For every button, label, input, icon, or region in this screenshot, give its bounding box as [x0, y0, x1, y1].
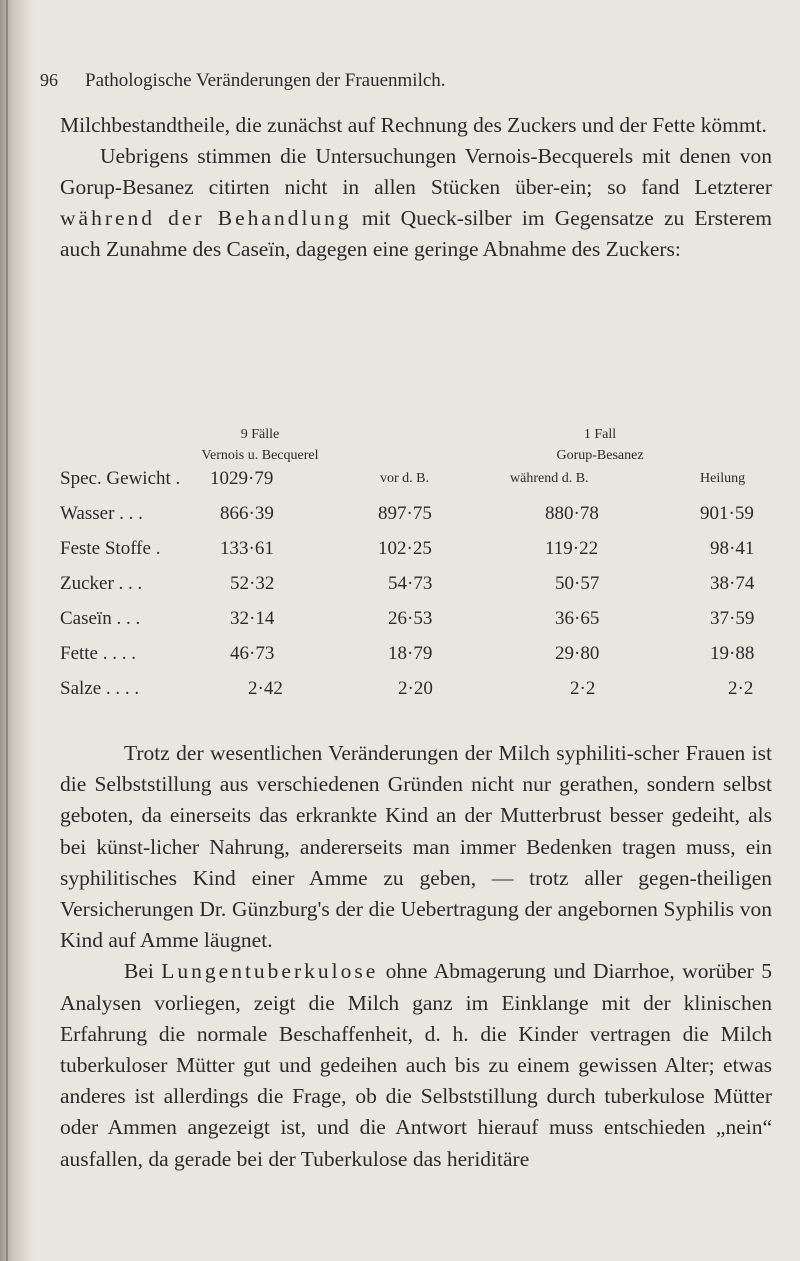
row-label: Wasser . . .: [60, 503, 143, 524]
paragraph-4-spaced: Lungentuberkulose: [161, 959, 379, 984]
group-gorup-source: Gorup-Besanez: [556, 448, 644, 463]
cell-vernois: 133·61: [220, 538, 274, 559]
running-title: Pathologische Veränderungen der Frauenmilch.: [85, 70, 446, 91]
subheader-during: während d. B.: [510, 471, 589, 486]
cell-vernois: 2·42: [248, 678, 283, 699]
paragraph-4: [60, 956, 772, 1174]
table-row: [60, 608, 772, 635]
cell-during: 119·22: [545, 538, 599, 559]
paragraph-3: Trotz der wesentlichen Veränderungen der Milch syphiliti-scher Frauen ist die Selbststillung aus verschiedenen Gründen nicht nur gerathen, sondern selbst geboten, da einerseits das erkrankte Kind an der Mutterbrust besser gedeiht, als bei künst-licher Nahrung, andererseits man immer Bedenken tragen muss, ein syphilitisches Kind einer Amme zu geben, — trotz aller gegen-theiligen Versicherungen Dr. Günzburg's der die Uebertragung der angebornen Syphilis von Kind auf Amme läugnet.: [60, 741, 772, 953]
table-row: [60, 503, 772, 530]
group-gorup-count: 1 Fall: [583, 427, 617, 442]
table-group-vernois: [160, 424, 360, 466]
paragraph-1: Milchbestandtheile, die zunächst auf Rechnung des Zuckers und der Fette kömmt.: [60, 113, 767, 137]
cell-healing: 2·2: [728, 678, 754, 699]
cell-healing: 901·59: [700, 503, 754, 524]
row-label: Fette . . . .: [60, 643, 136, 664]
cell-before: 897·75: [378, 503, 432, 524]
group-vernois-count: 9 Fälle: [240, 427, 280, 442]
paragraph-2-spaced: während der Behandlung: [60, 206, 352, 230]
paragraph-4-part1: Bei: [124, 959, 162, 984]
cell-healing: 98·41: [710, 538, 755, 559]
page-number: 96: [40, 70, 58, 90]
cell-before: 102·25: [378, 538, 432, 559]
cell-during: 880·78: [545, 503, 599, 524]
cell-healing: 37·59: [710, 608, 755, 629]
table-row: [60, 573, 772, 600]
cell-healing: 38·74: [710, 573, 755, 594]
table-row: [60, 678, 772, 705]
cell-healing: 19·88: [710, 643, 755, 664]
cell-before: 26·53: [388, 608, 433, 629]
page-header: [0, 70, 800, 100]
row-label: Spec. Gewicht .: [60, 468, 181, 489]
subheader-before: vor d. B.: [380, 471, 429, 486]
subheader-healing: Heilung: [700, 471, 746, 486]
cell-during: 29·80: [555, 643, 600, 664]
cell-vernois: 1029·79: [210, 468, 274, 489]
cell-vernois: 32·14: [230, 608, 275, 629]
cell-during: 2·2: [570, 678, 596, 699]
binding-shadow-line: [6, 0, 8, 1261]
group-vernois-source: Vernois u. Becquerel: [201, 448, 319, 463]
row-label: Salze . . . .: [60, 678, 140, 699]
row-label: Zucker . . .: [60, 573, 143, 594]
cell-during: 50·57: [555, 573, 600, 594]
table-row: [60, 468, 772, 495]
table-row: [60, 643, 772, 670]
cell-before: 2·20: [398, 678, 433, 699]
paragraph-2-part2: mit Queck-silber im Gegensatze zu Ersterem auch Zunahme des Caseïn, dagegen eine geringe Abnahme des Zuckers:: [60, 206, 772, 261]
body-text-bottom: [60, 738, 772, 1175]
body-text-top: [60, 110, 772, 265]
cell-during: 36·65: [555, 608, 600, 629]
paragraph-2-part1: Uebrigens stimmen die Untersuchungen Vernois-Becquerels mit denen von Gorup-Besanez citirten nicht in allen Stücken über-ein; so fand Letzterer: [60, 144, 772, 199]
row-label: Caseïn . . .: [60, 608, 141, 629]
table-group-gorup: [500, 424, 700, 466]
cell-before: 18·79: [388, 643, 433, 664]
cell-vernois: 52·32: [230, 573, 275, 594]
cell-before: 54·73: [388, 573, 433, 594]
composition-table: [60, 424, 772, 724]
row-label: Feste Stoffe .: [60, 538, 161, 559]
paragraph-2: [60, 141, 772, 265]
table-row: [60, 538, 772, 565]
cell-vernois: 46·73: [230, 643, 275, 664]
cell-vernois: 866·39: [220, 503, 274, 524]
paragraph-4-part2: ohne Abmagerung und Diarrhoe, worüber 5 Analysen vorliegen, zeigt die Milch ganz im Einklange mit der klinischen Erfahrung die normale Beschaffenheit, d. h. die Kinder vertragen die Milch tuberkuloser Mütter gut und gedeihen auch bis zu einem gewissen Alter; etwas anderes ist allerdings die Frage, ob die Selbststillung durch tuberkulose Mütter oder Ammen angezeigt ist, und die Antwort hierauf muss entschieden „nein“ ausfallen, da gerade bei der Tuberkulose das heriditäre: [60, 959, 772, 1171]
